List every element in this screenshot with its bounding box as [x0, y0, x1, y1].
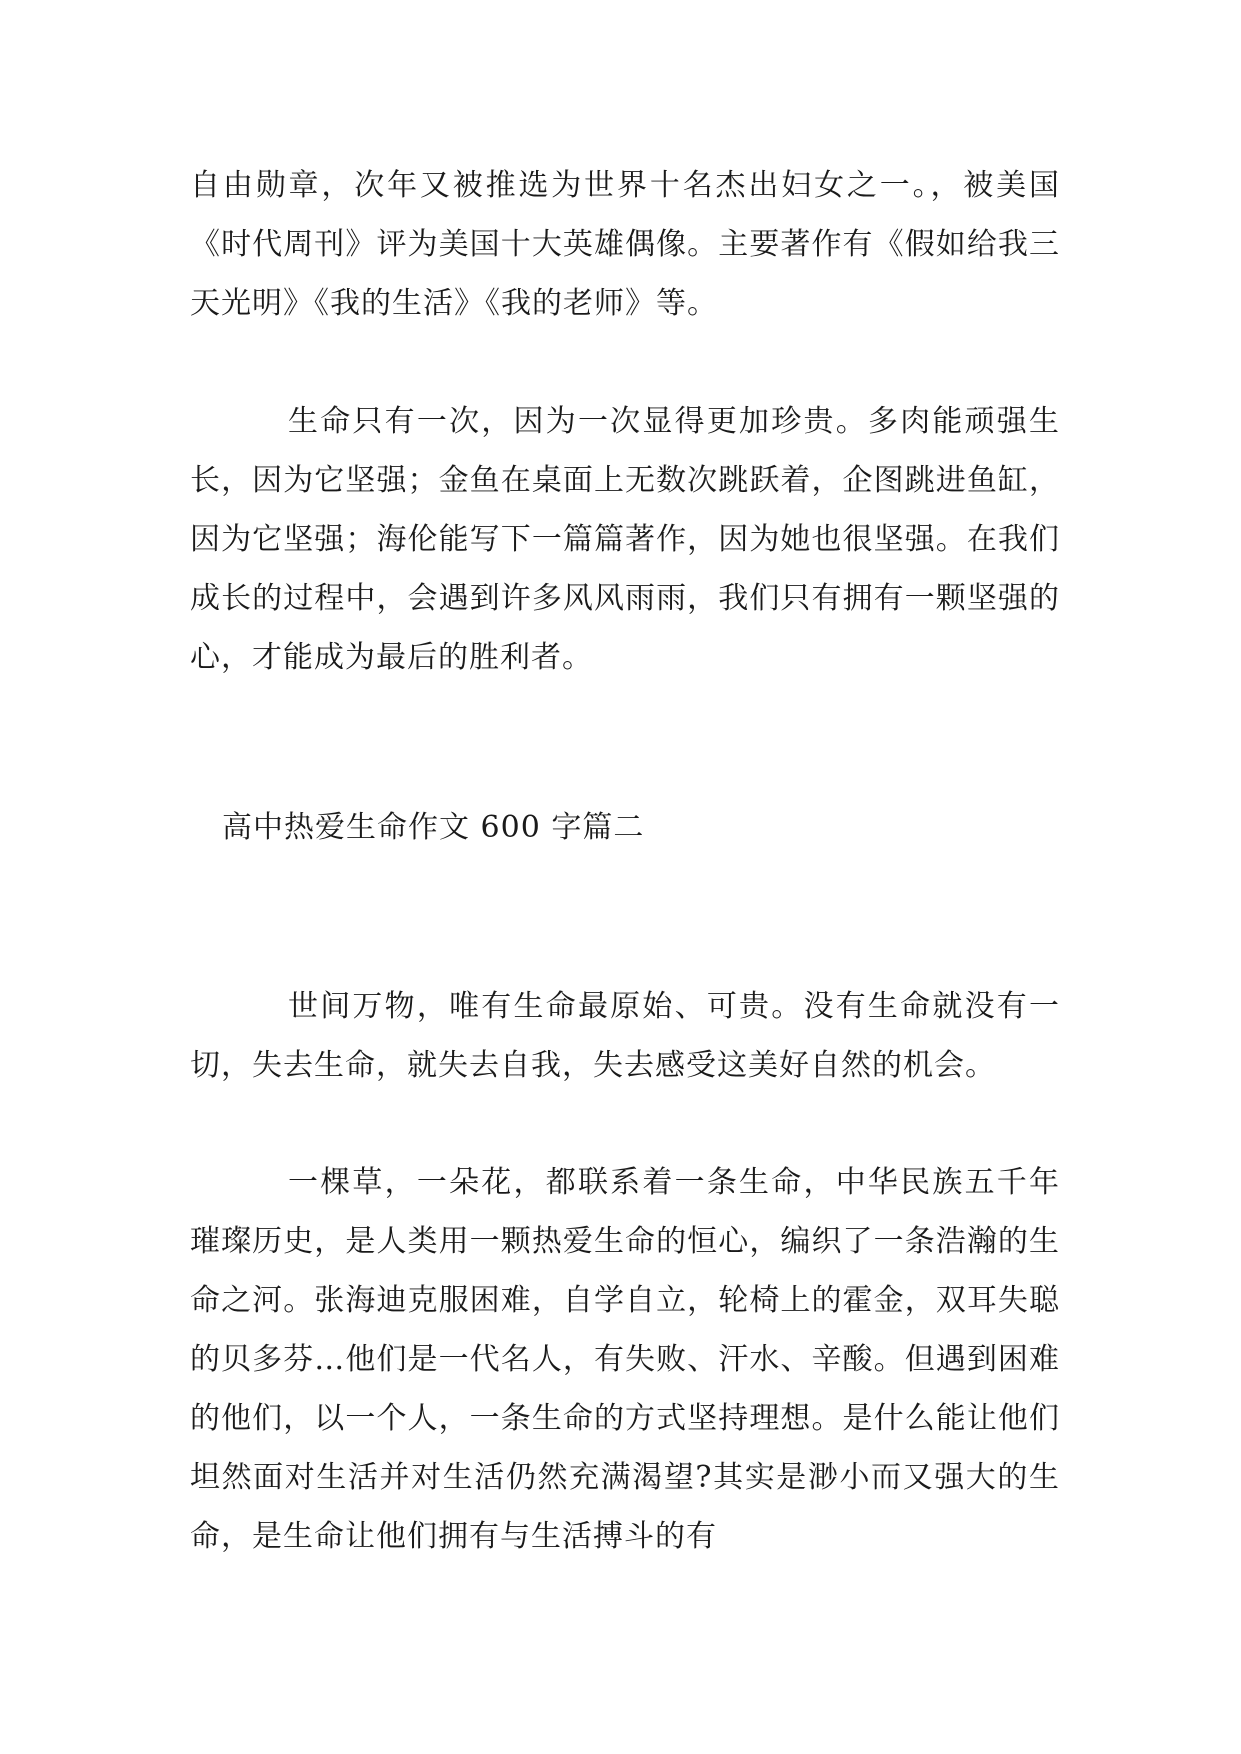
section-heading: 高中热爱生命作文 600 字篇二	[222, 810, 645, 845]
paragraph-4: 一棵草，一朵花，都联系着一条生命，中华民族五千年璀璨历史，是人类用一颗热爱生命的恒心，编织了一条浩瀚的生命之河。张海迪克服困难，自学自立，轮椅上的霍金，双耳失聪的贝多芬…他们是一代名人，有失败、汗水、辛酸。但遇到困难的他们，以一个人，一条生命的方式坚持理想。是什么能让他们坦然面对生活并对生活仍然充满渴望?其实是渺小而又强大的生命，是生命让他们拥有与生活搏斗的有	[190, 1165, 1060, 1554]
paragraph-1: 自由勋章，次年又被推选为世界十名杰出妇女之一。，被美国《时代周刊》评为美国十大英雄偶像。主要著作有《假如给我三天光明》《我的生活》《我的老师》等。	[190, 168, 1060, 321]
paragraph-3: 世间万物，唯有生命最原始、可贵。没有生命就没有一切，失去生命，就失去自我，失去感受这美好自然的机会。	[190, 989, 1060, 1083]
paragraph-2: 生命只有一次，因为一次显得更加珍贵。多肉能顽强生长，因为它坚强；金鱼在桌面上无数次跳跃着，企图跳进鱼缸，因为它坚强；海伦能写下一篇篇著作，因为她也很坚强。在我们成长的过程中，会遇到许多风风雨雨，我们只有拥有一颗坚强的心，才能成为最后的胜利者。	[190, 404, 1060, 675]
